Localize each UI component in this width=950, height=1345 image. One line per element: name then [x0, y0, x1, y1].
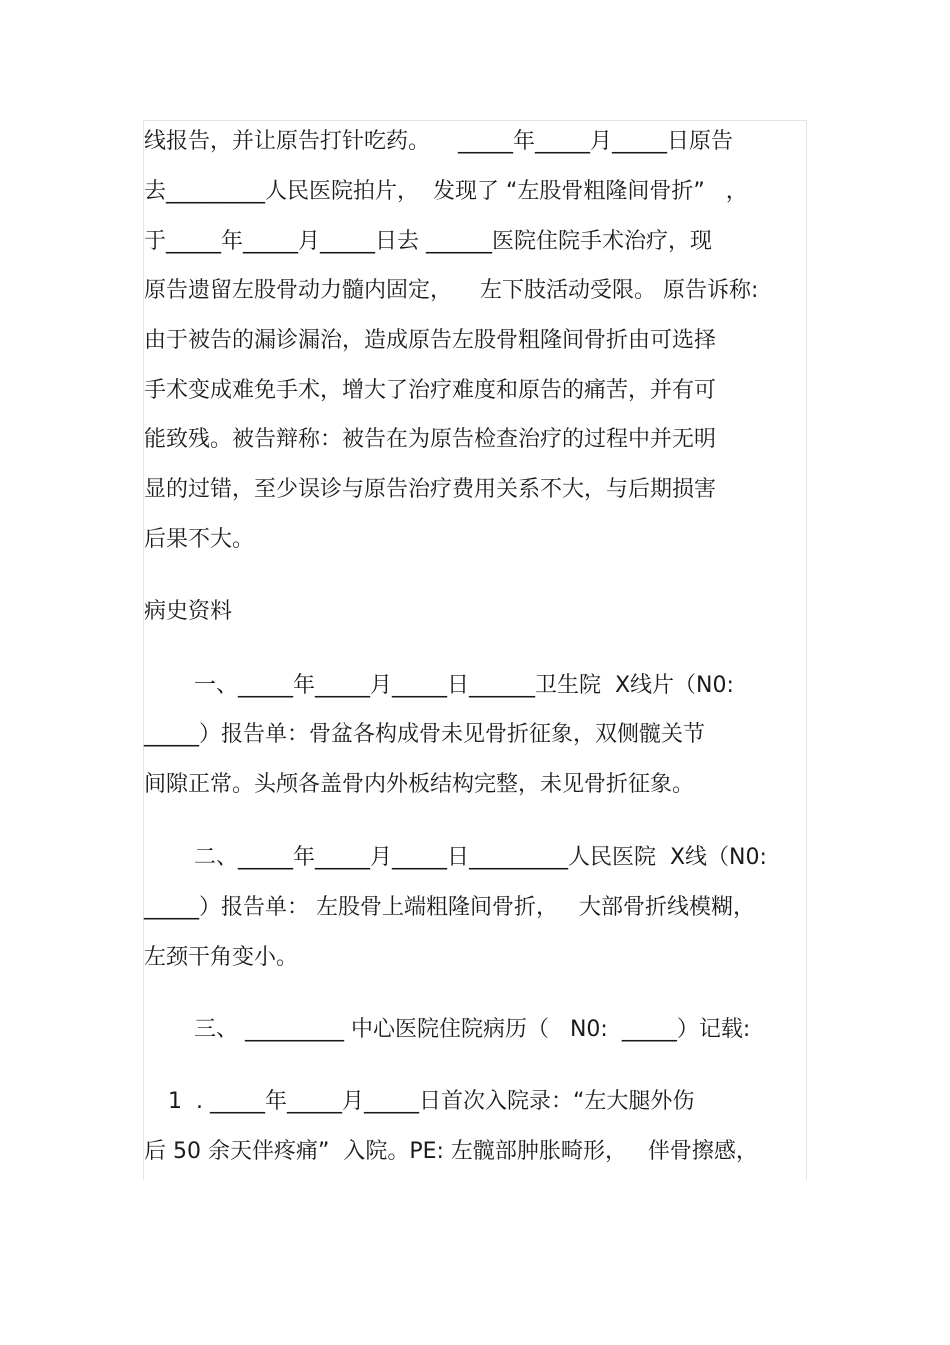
text-line: 于_____年_____月_____日去 ______医院住院手术治疗，现 [144, 229, 712, 254]
page-frame-right [806, 120, 807, 1180]
text-line: 三、 _________ 中心医院住院病历（ N0: _____）记载: [194, 1017, 751, 1042]
text-line: _____）报告单：骨盆各构成骨未见骨折征象，双侧髋关节 [144, 722, 706, 747]
text-line: 二、_____年_____月_____日_________人民医院 X线（N0: [194, 845, 767, 870]
text-line: 手术变成难免手术，增大了治疗难度和原告的痛苦，并有可 [144, 378, 717, 403]
text-line: 原告遗留左股骨动力髓内固定， 左下肢活动受限。 原告诉称: [144, 278, 759, 303]
text-line: 左颈干角变小。 [144, 945, 299, 970]
text-line: 后果不大。 [144, 527, 255, 552]
text-line: 间隙正常。头颅各盖骨内外板结构完整，未见骨折征象。 [144, 772, 695, 797]
text-line: 去_________人民医院拍片， 发现了 “左股骨粗隆间骨折” ， [144, 179, 748, 204]
page-frame-top [143, 120, 807, 121]
text-line: 由于被告的漏诊漏治，造成原告左股骨粗隆间骨折由可选择 [144, 328, 717, 353]
text-line: 能致残。被告辩称：被告在为原告检查治疗的过程中并无明 [144, 427, 717, 452]
text-line: 线报告，并让原告打针吃药。 _____年_____月_____日原告 [144, 129, 733, 154]
text-line: _____）报告单： 左股骨上端粗隆间骨折， 大部骨折线模糊， [144, 895, 755, 920]
text-line: 一、_____年_____月_____日______卫生院 X线片（N0: [194, 673, 734, 698]
text-line: 1 . _____年_____月_____日首次入院录：“左大腿外伤 [168, 1089, 695, 1114]
text-line: 显的过错，至少误诊与原告治疗费用关系不大，与后期损害 [144, 477, 717, 502]
text-line: 后 50 余天伴疼痛” 入院。PE: 左髋部肿胀畸形， 伴骨擦感， [144, 1139, 758, 1164]
section-heading: 病史资料 [144, 599, 233, 624]
